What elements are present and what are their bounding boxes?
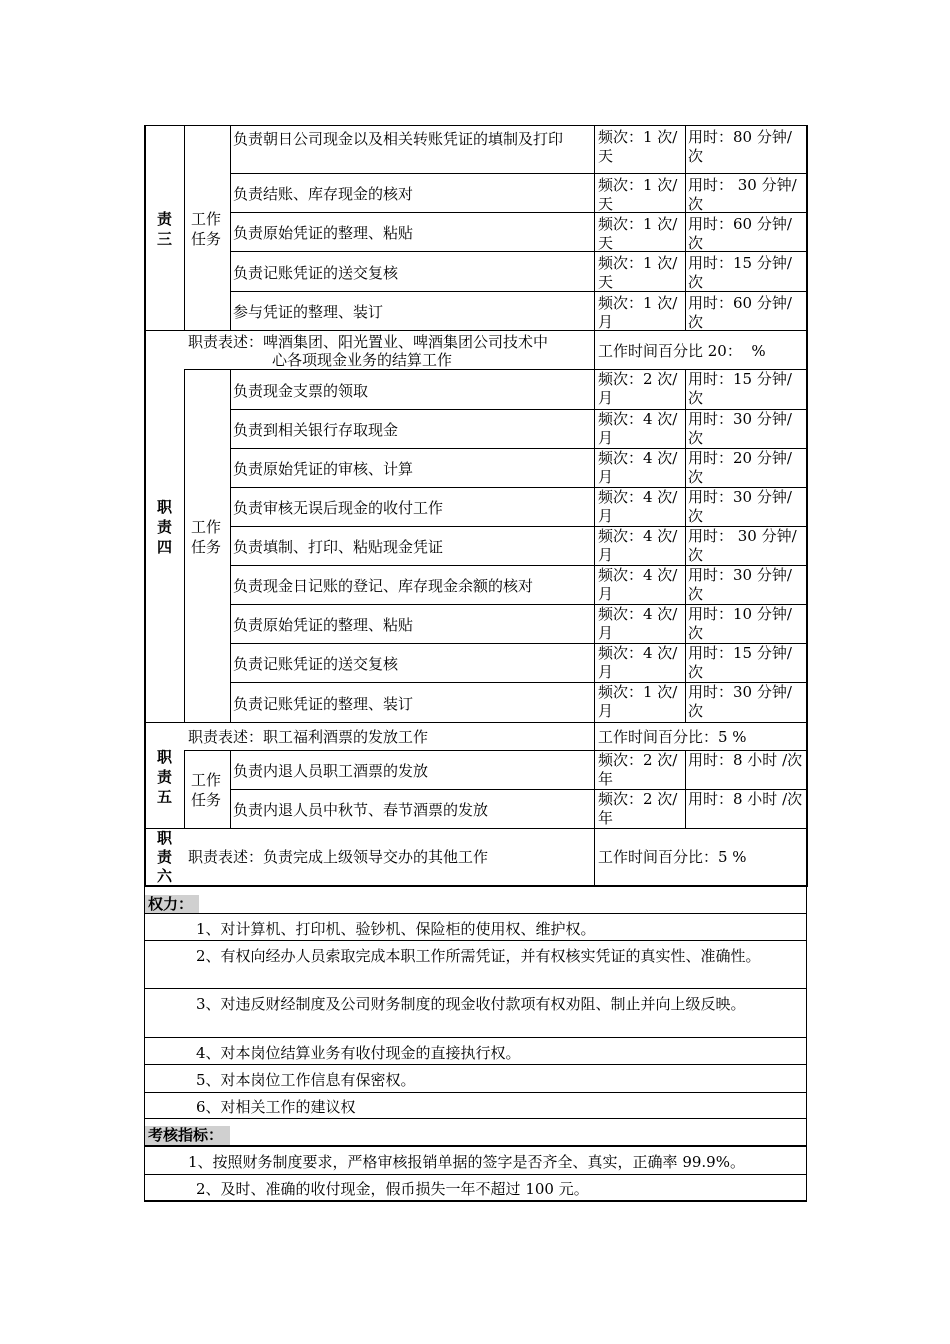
duty3-task-label: 任务 <box>191 230 222 248</box>
task-description: 负责内退人员中秋节、春节酒票的发放 <box>233 801 489 819</box>
duty5-label: 职 <box>157 748 173 766</box>
power-item: 1、对计算机、打印机、验钞机、保险柜的使用权、维护权。 <box>196 920 596 938</box>
table-rule <box>144 125 807 126</box>
task-duration: 用时：15 分钟/次 <box>688 370 792 407</box>
kpi-item: 1、按照财务制度要求，严格审核报销单据的签字是否齐全、真实，正确率 99.9%。 <box>188 1153 745 1171</box>
power-item: 3、对违反财经制度及公司财务制度的现金收付款项有权劝阻、制止并向上级反映。 <box>196 995 746 1013</box>
duty3-label: 责 <box>157 210 173 228</box>
task-duration: 用时：30 分钟/次 <box>688 566 792 603</box>
duty-statement: 职责表述：职工福利酒票的发放工作 <box>188 728 429 746</box>
task-duration: 用时：8 小时 /次 <box>688 790 803 808</box>
task-frequency: 频次：2 次/ 年 <box>598 751 678 788</box>
power-item: 5、对本岗位工作信息有保密权。 <box>196 1071 416 1089</box>
power-item: 4、对本岗位结算业务有收付现金的直接执行权。 <box>196 1044 521 1062</box>
task-frequency: 频次：1 次/ 天 <box>598 254 678 291</box>
task-description: 参与凭证的整理、装订 <box>233 303 384 321</box>
table-rule <box>144 828 807 829</box>
power-item: 2、有权向经办人员索取完成本职工作所需凭证，并有权核实凭证的真实性、准确性。 <box>196 947 761 965</box>
task-description: 负责内退人员职工酒票的发放 <box>233 762 429 780</box>
table-rule <box>144 988 807 989</box>
table-rule <box>230 750 231 828</box>
task-duration: 用时：15 分钟/次 <box>688 254 792 291</box>
task-duration: 用时： 30 分钟/次 <box>688 176 797 213</box>
task-duration: 用时：10 分钟/次 <box>688 605 792 642</box>
task-frequency: 频次：2 次/ 年 <box>598 790 678 827</box>
table-rule <box>144 885 807 887</box>
task-description: 负责现金支票的领取 <box>233 381 369 400</box>
table-rule <box>144 1118 807 1119</box>
task-description: 负责记账凭证的送交复核 <box>233 263 399 282</box>
table-rule <box>144 1174 807 1175</box>
duty4-label: 四 <box>157 538 173 556</box>
duty5-label: 五 <box>157 788 173 806</box>
task-duration: 用时：60 分钟/次 <box>688 215 792 252</box>
table-rule <box>144 1037 807 1038</box>
power-item: 6、对相关工作的建议权 <box>196 1098 356 1116</box>
powers-header: 权力： <box>145 895 199 913</box>
task-frequency: 频次：1 次/ 天 <box>598 176 678 213</box>
kpi-header: 考核指标： <box>145 1126 230 1145</box>
duty6-label: 责 <box>157 848 173 866</box>
table-rule <box>184 125 185 330</box>
duty4-label: 职 <box>157 498 173 516</box>
table-rule <box>685 125 686 330</box>
duty4-task-label: 任务 <box>191 538 222 556</box>
duty3-label: 三 <box>157 230 173 248</box>
table-rule <box>144 1092 807 1093</box>
duty3-task-label: 工作 <box>191 210 222 228</box>
task-description: 负责原始凭证的整理、粘贴 <box>233 616 414 634</box>
time-percentage: 工作时间百分比：5 % <box>598 728 747 746</box>
task-description: 负责记账凭证的送交复核 <box>233 655 399 673</box>
task-description: 负责原始凭证的审核、计算 <box>233 460 414 478</box>
table-rule <box>230 173 807 174</box>
task-frequency: 频次：4 次/ 月 <box>598 527 678 564</box>
duty4-label: 责 <box>157 518 173 536</box>
duty-statement: 心各项现金业务的结算工作 <box>272 351 453 369</box>
task-frequency: 频次：1 次/ 月 <box>598 683 678 720</box>
task-frequency: 频次：4 次/ 月 <box>598 488 678 525</box>
table-rule <box>144 125 146 887</box>
task-frequency: 频次：1 次/ 月 <box>598 294 678 331</box>
task-duration: 用时： 30 分钟/次 <box>688 527 797 564</box>
duty6-label: 六 <box>157 867 173 885</box>
task-frequency: 频次：4 次/ 月 <box>598 449 678 486</box>
task-frequency: 频次：2 次/ 月 <box>598 370 678 407</box>
table-rule <box>230 125 231 330</box>
task-description: 负责朝日公司现金以及相关转账凭证的填制及打印 <box>233 130 564 148</box>
task-duration: 用时：30 分钟/次 <box>688 410 792 447</box>
task-duration: 用时：30 分钟/次 <box>688 488 792 525</box>
task-description: 负责填制、打印、粘贴现金凭证 <box>233 538 444 556</box>
task-frequency: 频次：4 次/ 月 <box>598 605 678 642</box>
time-percentage: 工作时间百分比：5 % <box>598 848 747 866</box>
table-rule <box>144 722 807 723</box>
table-rule <box>685 369 686 722</box>
task-frequency: 频次：4 次/ 月 <box>598 566 678 603</box>
table-rule <box>144 1200 807 1202</box>
task-frequency: 频次：1 次/ 天 <box>598 128 678 165</box>
task-description: 负责原始凭证的整理、粘贴 <box>233 224 414 242</box>
table-rule <box>230 369 231 722</box>
table-rule <box>144 887 145 1202</box>
table-rule <box>144 940 807 941</box>
time-percentage: 工作时间百分比 20： % <box>598 342 766 360</box>
table-rule <box>184 750 185 828</box>
task-frequency: 频次：4 次/ 月 <box>598 644 678 681</box>
task-duration: 用时：80 分钟/次 <box>688 128 792 165</box>
task-description: 负责到相关银行存取现金 <box>233 421 399 439</box>
task-duration: 用时：15 分钟/次 <box>688 644 792 681</box>
duty5-task-label: 任务 <box>191 791 222 809</box>
duty-statement: 职责表述：啤酒集团、阳光置业、啤酒集团公司技术中 <box>188 333 549 351</box>
task-duration: 用时：20 分钟/次 <box>688 449 792 486</box>
task-duration: 用时：60 分钟/次 <box>688 294 792 331</box>
duty4-task-label: 工作 <box>191 518 222 536</box>
table-rule <box>594 125 595 887</box>
table-rule <box>806 887 807 1202</box>
table-rule <box>144 1064 807 1065</box>
task-frequency: 频次：1 次/ 天 <box>598 215 678 252</box>
table-rule <box>685 750 686 828</box>
duty5-label: 责 <box>157 768 173 786</box>
duty6-label: 职 <box>157 829 173 847</box>
task-frequency: 频次：4 次/ 月 <box>598 410 678 447</box>
table-rule <box>144 913 807 914</box>
task-description: 负责记账凭证的整理、装订 <box>233 694 414 713</box>
task-description: 负责审核无误后现金的收付工作 <box>233 499 444 517</box>
table-rule <box>144 1145 807 1147</box>
task-description: 负责现金日记账的登记、库存现金余额的核对 <box>233 577 534 595</box>
kpi-item: 2、及时、准确的收付现金，假币损失一年不超过 100 元。 <box>196 1180 589 1198</box>
duty-statement: 职责表述：负责完成上级领导交办的其他工作 <box>188 848 489 866</box>
duty5-task-label: 工作 <box>191 771 222 789</box>
task-duration: 用时：30 分钟/次 <box>688 683 792 720</box>
task-description: 负责结账、库存现金的核对 <box>233 185 414 203</box>
task-duration: 用时：8 小时 /次 <box>688 751 803 769</box>
table-rule <box>184 369 185 722</box>
table-rule <box>806 125 808 887</box>
